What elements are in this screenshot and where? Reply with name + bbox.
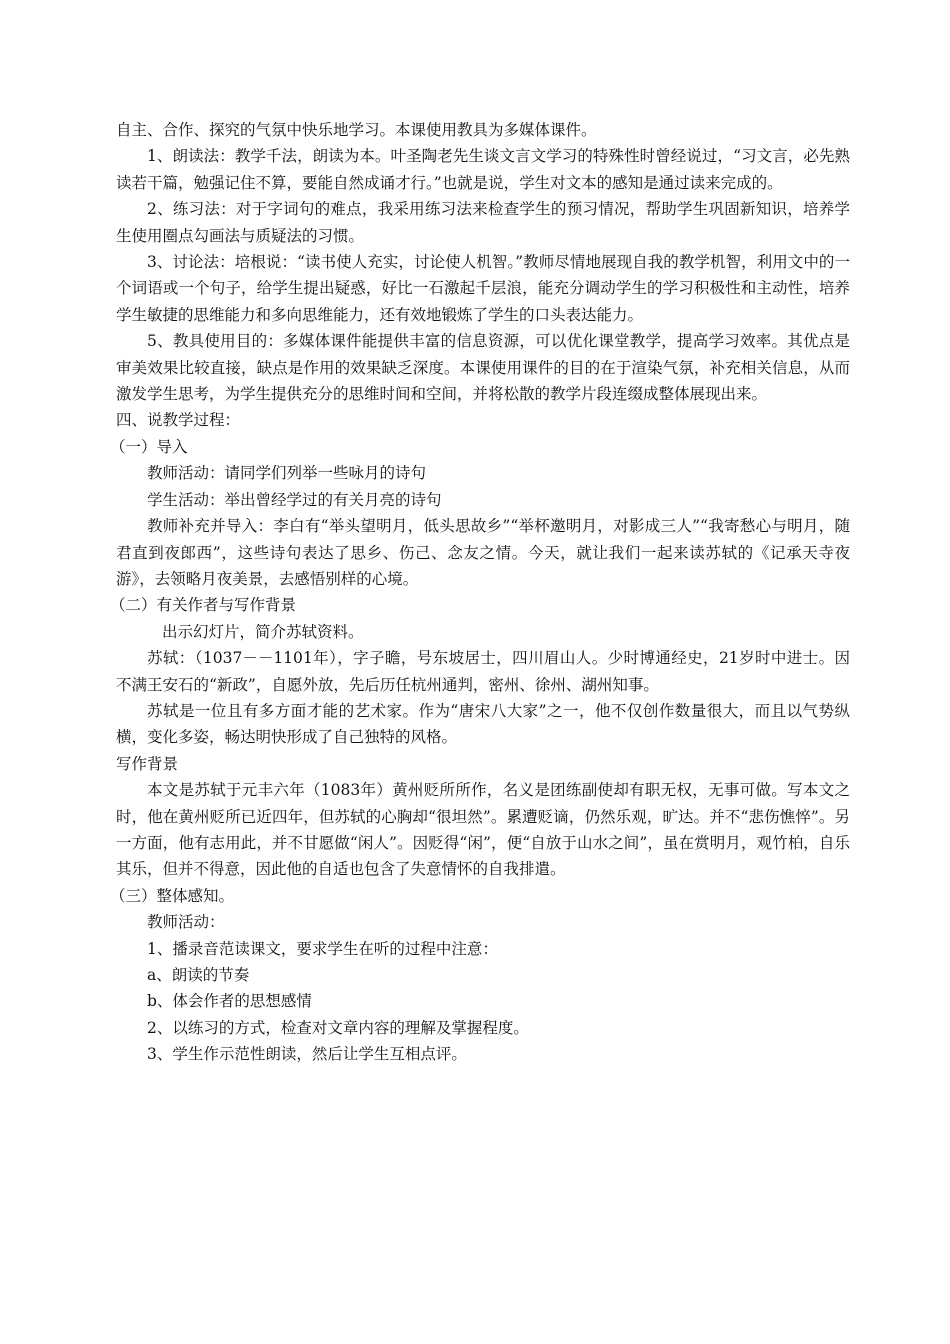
document-body: [110, 117, 850, 1068]
paragraph: 自主、合作、探究的气氛中快乐地学习。本课使用教具为多媒体课件。: [116, 121, 597, 139]
subsection-heading: （二）有关作者与写作背景: [110, 596, 297, 615]
paragraph: 1、朗读法：教学千法，朗读为本。叶圣陶老先生谈文言文学习的特殊性时曾经说过，“习文言，必先熟读若干篇，勉强记住不算，要能自然成诵才行。”也就是说，学生对文本的感知是通过读来完成的。: [116, 147, 850, 192]
subsection-heading: （三）整体感知。: [110, 886, 235, 905]
paragraph: 苏轼：（1037－－1101年），字子瞻，号东坡居士，四川眉山人。少时博通经史，21岁时中进士。因不满王安石的“新政”，自愿外放，先后历任杭州通判，密州、徐州、湖州知事。: [116, 649, 850, 694]
paragraph: 教师活动：请同学们列举一些咏月的诗句: [147, 464, 427, 483]
section-heading: 四、说教学过程：: [116, 411, 241, 430]
list-item: b、体会作者的思想感情: [147, 992, 312, 1011]
section-heading: 写作背景: [116, 754, 179, 773]
list-item: a、朗读的节奏: [147, 966, 250, 984]
list-item: 3、学生作示范性朗读，然后让学生互相点评。: [147, 1045, 467, 1064]
list-item: 2、以练习的方式，检查对文章内容的理解及掌握程度。: [147, 1018, 529, 1037]
list-item: 1、播录音范读课文，要求学生在听的过程中注意：: [147, 939, 498, 958]
paragraph: 2、练习法：对于字词句的难点，我采用练习法来检查学生的预习情况，帮助学生巩固新知识，培养学生使用圈点勾画法与质疑法的习惯。: [116, 200, 850, 245]
paragraph: 本文是苏轼于元丰六年（1083年）黄州贬所所作，名义是团练副使却有职无权，无事可做。写本文之时，他在黄州贬所已近四年，但苏轼的心胸却“很坦然”。累遭贬谪，仍然乐观，旷达。并不“悲伤憔悴”。另一方面，他有志用此，并不甘愿做“闲人”。因贬得“闲”，便“自放于山水之间”，虽在赏明月，观竹柏，自乐其乐，但并不得意，因此他的自适也包含了失意情怀的自我排遣。: [116, 781, 850, 879]
paragraph: 教师补充并导入：李白有“举头望明月，低头思故乡”“举杯邀明月，对影成三人”“我寄愁心与明月，随君直到夜郎西”，这些诗句表达了思乡、伤己、念友之情。今天，就让我们一起来读苏轼的《记承天寺夜游》，去领略月夜美景，去感悟别样的心境。: [116, 517, 850, 588]
paragraph: 5、教具使用目的：多媒体课件能提供丰富的信息资源，可以优化课堂教学，提高学习效率。其优点是审美效果比较直接，缺点是作用的效果缺乏深度。本课使用课件的目的在于渲染气氛，补充相关信息，从而激发学生思考，为学生提供充分的思维时间和空间，并将松散的教学片段连缀成整体展现出来。: [116, 332, 850, 404]
paragraph: 学生活动：举出曾经学过的有关月亮的诗句: [147, 490, 442, 509]
paragraph: 出示幻灯片，简介苏轼资料。: [162, 622, 364, 641]
subsection-heading: （一）导入: [110, 437, 188, 456]
paragraph: 教师活动：: [147, 913, 225, 932]
paragraph: 苏轼是一位且有多方面才能的艺术家。作为“唐宋八大家”之一，他不仅创作数量很大，而且以气势纵横，变化多姿，畅达明快形成了自己独特的风格。: [116, 701, 850, 747]
paragraph: 3、讨论法：培根说：“读书使人充实，讨论使人机智。”教师尽情地展现自我的教学机智，利用文中的一个词语或一个句子，给学生提出疑惑，好比一石激起千层浪，能充分调动学生的学习积极性和主动性，培养学生敏捷的思维能力和多向思维能力，还有效地锻炼了学生的口头表达能力。: [116, 253, 850, 324]
